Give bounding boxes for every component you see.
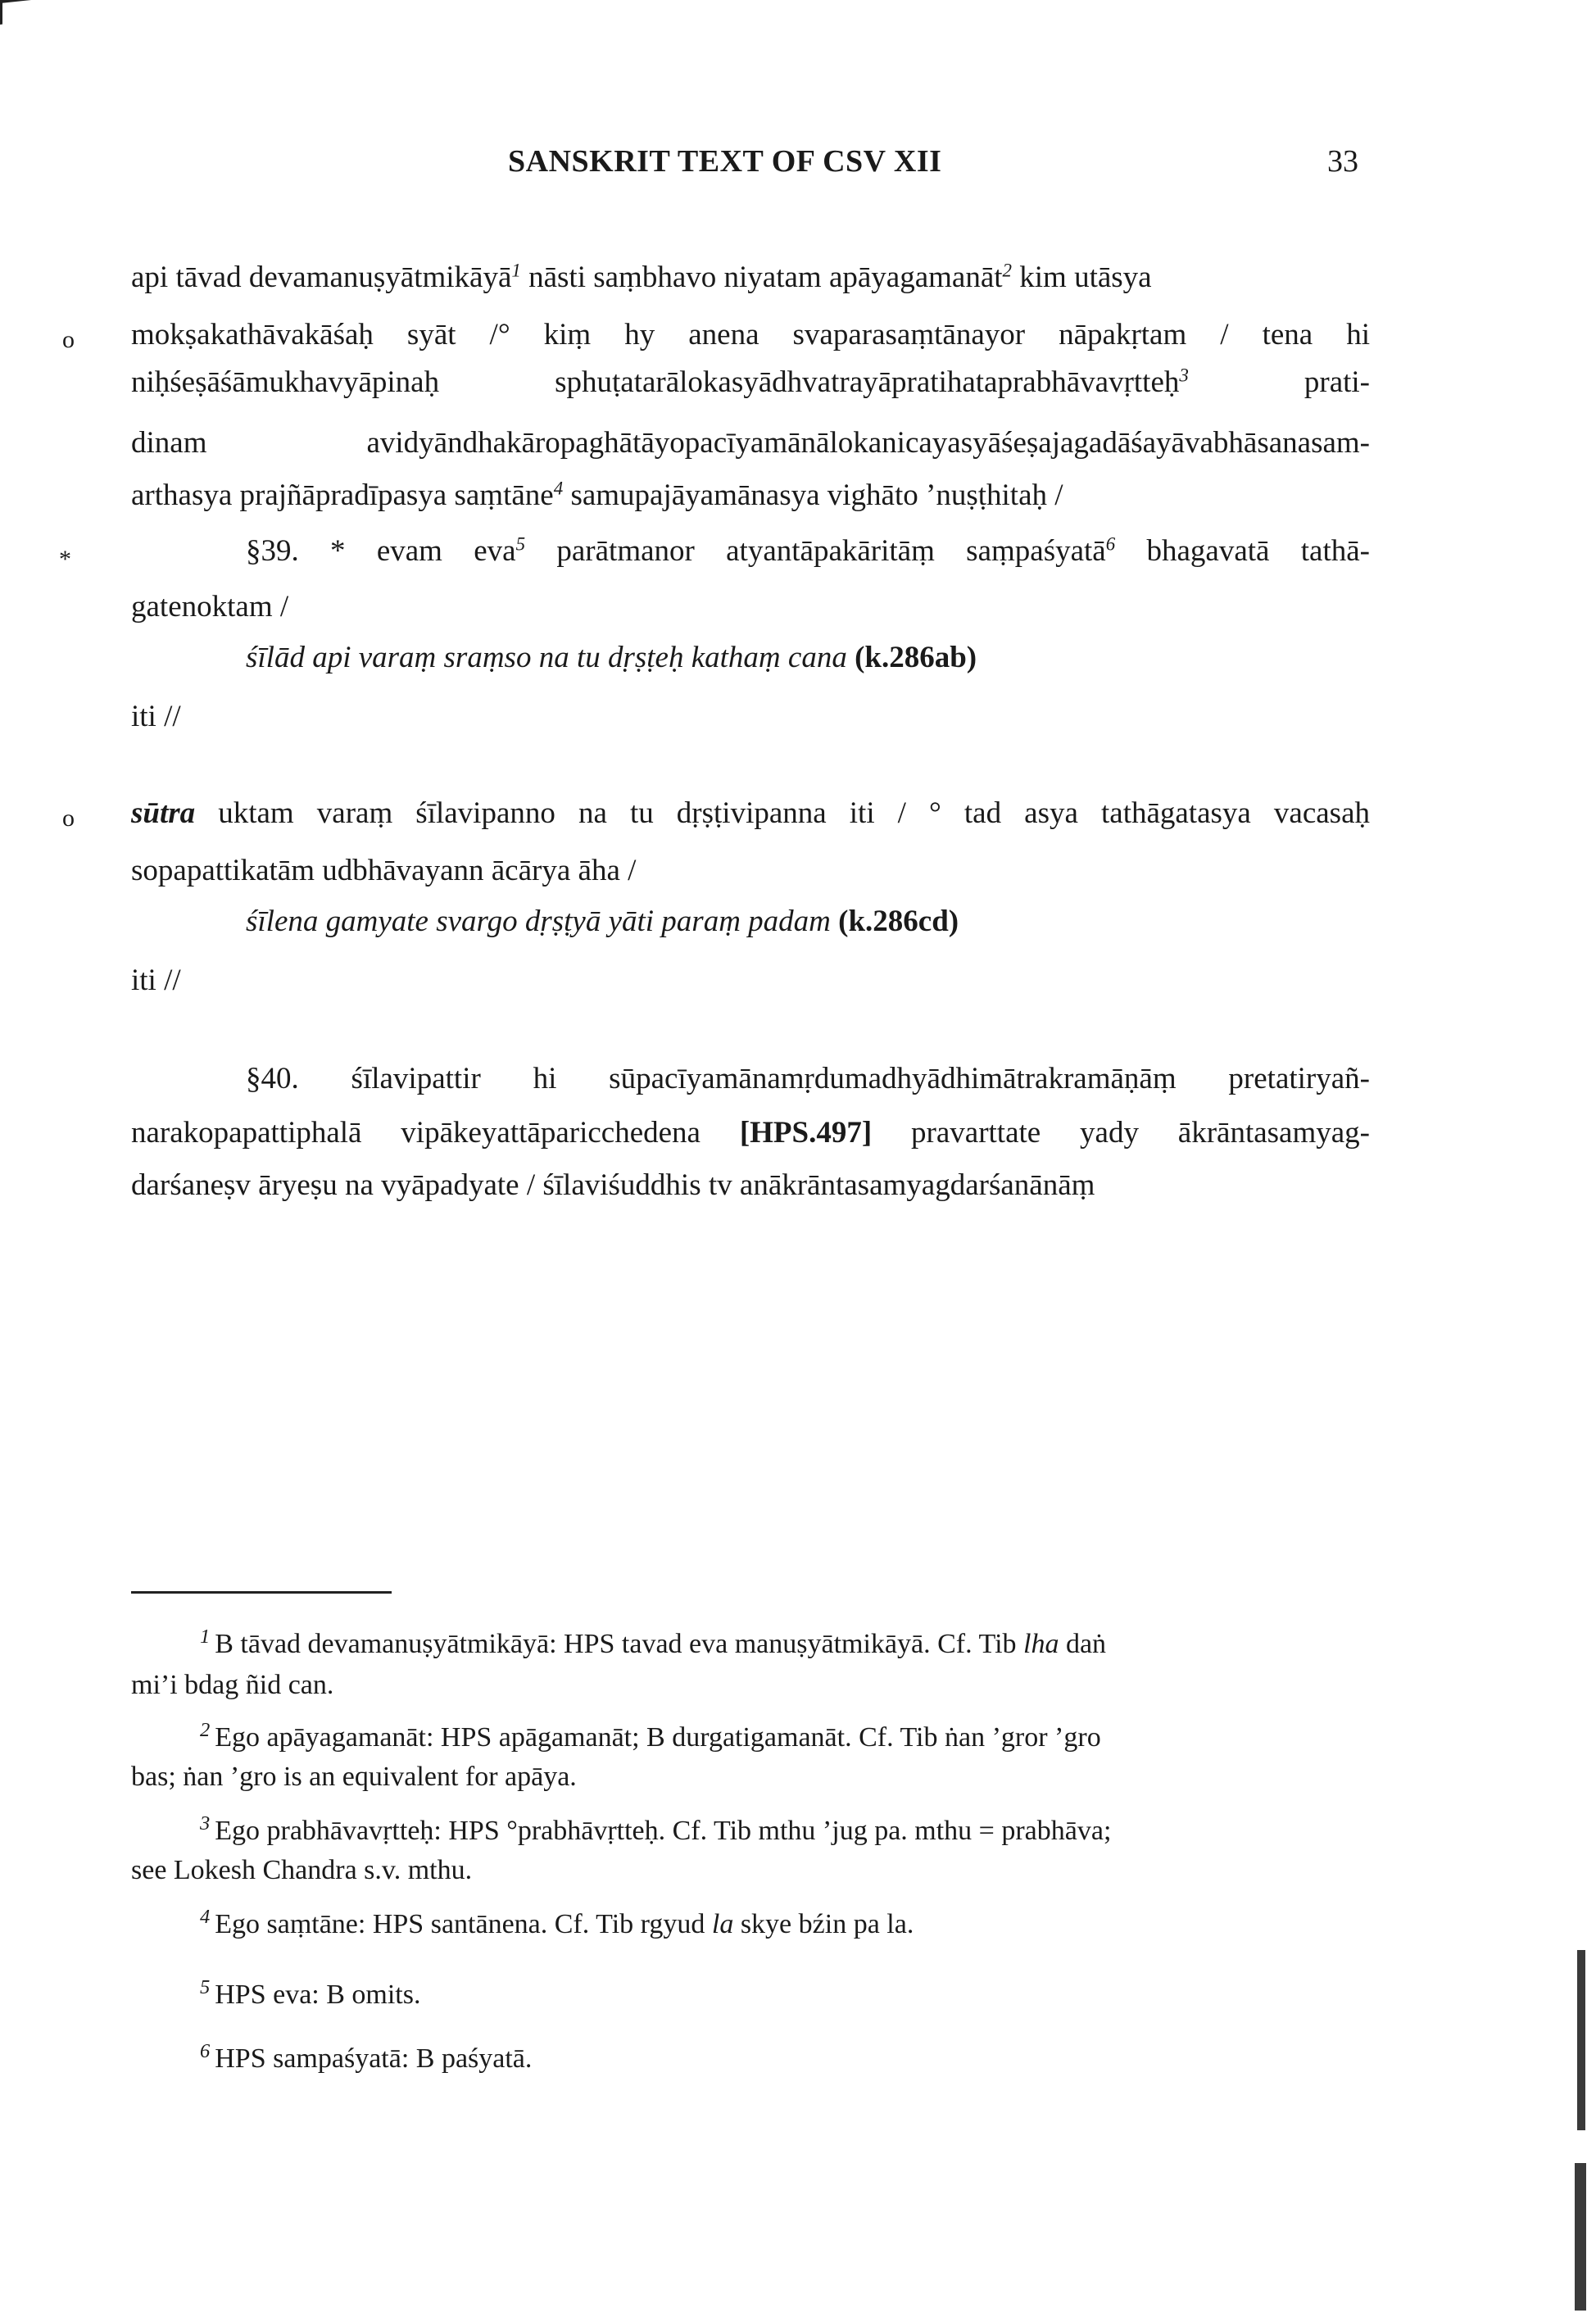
footnote-number: 3 (200, 1812, 211, 1834)
iti-line: iti // (131, 700, 181, 733)
body-line (131, 1118, 1370, 1148)
footnote-ref: 2 (1002, 260, 1013, 281)
text-run: samupajāyamānasya vighāto ’nuṣṭhitaḥ / (563, 478, 1063, 512)
text-run: api tāvad devamanuṣyātmikāyā (131, 261, 512, 294)
body-line (131, 262, 1152, 293)
text-run: HPS sampaśyatā: B paśyatā. (215, 2043, 533, 2074)
text-run: sūtra (131, 796, 196, 830)
verse-reference: (k.286cd) (838, 905, 959, 938)
text-run: skye bźin pa la. (733, 1909, 914, 1939)
section-40-line: §40. śīlavipattir hi sūpacīyamānamṛdumadhyādhimātrakramāṇāṃ pretatiryañ- (246, 1062, 1370, 1095)
text-run: bhagavatā tathā- (1115, 534, 1370, 568)
footnote-ref: 6 (1105, 533, 1116, 555)
footnote-number: 4 (200, 1905, 211, 1928)
body-line: darśaneṣv āryeṣu na vyāpadyate / śīlaviśuddhis tv anākrāntasamyagdarśanānāṃ (131, 1168, 1095, 1202)
body-line: sopapattikatām udbhāvayann ācārya āha / (131, 854, 637, 887)
scan-edge-strip (1577, 1950, 1585, 2130)
verse-text: śīlād api varaṃ sraṃso na tu dṛṣṭeḥ kathaṃ cana (246, 641, 847, 674)
footnote-3 (200, 1812, 1112, 1846)
verse-text: śīlena gamyate svargo dṛṣṭyā yāti paraṃ padam (246, 905, 831, 938)
text-run: nāsti saṃbhavo niyatam apāyagamanāt (520, 261, 1003, 294)
text-run: arthasya prajñāpradīpasya saṃtāne (131, 478, 554, 512)
footnote-rule (131, 1591, 392, 1594)
text-run: parātmanor atyantāpakāritāṃ saṃpaśyatā (525, 534, 1106, 568)
text-run: Ego saṃtāne: HPS santānena. Cf. Tib rgyud (215, 1909, 712, 1939)
margin-circle-mark: o (62, 805, 75, 832)
footnote-number: 1 (200, 1625, 211, 1648)
section-39-line (246, 533, 1370, 568)
footnote-1-cont: mi’i bdag ñid can. (131, 1670, 334, 1700)
footnote-5 (200, 1975, 421, 2010)
margin-asterisk-mark: * (59, 546, 71, 573)
running-header-title: SANSKRIT TEXT OF CSV XII (508, 144, 942, 179)
text-run: lha (1023, 1629, 1059, 1659)
text-run: pravarttate yady ākrāntasamyag- (872, 1116, 1371, 1150)
scan-edge-strip-lower (1575, 2163, 1586, 2311)
verse-reference: (k.286ab) (855, 641, 977, 674)
text-run: Ego apāyagamanāt: HPS apāgamanāt; B durgatigamanāt. Cf. Tib ṅan ’gror ’gro (215, 1722, 1101, 1753)
footnote-2-cont: bas; ṅan ’gro is an equivalent for apāya. (131, 1762, 577, 1792)
verse-line (246, 906, 959, 937)
footnote-number: 6 (200, 2039, 211, 2062)
body-line: dinam avidyāndhakāropaghātāyopacīyamānālokanicayasyāśeṣajagadāśayāvabhāsanasam- (131, 426, 1370, 460)
text-run: kim utāsya (1012, 261, 1152, 294)
text-run: daṅ (1059, 1629, 1107, 1659)
body-line: gatenoktam / (131, 590, 289, 624)
text-run: uktam varaṃ śīlavipanno na tu dṛṣṭivipanna iti / ° tad asya tathāgatasya vacasaḥ (195, 796, 1370, 830)
body-line (131, 367, 1370, 397)
text-run: Ego prabhāvavṛtteḥ: HPS °prabhāvṛtteḥ. Cf. Tib mthu ’jug pa. mthu = prabhāva; (215, 1816, 1112, 1846)
footnote-ref: 1 (511, 260, 521, 281)
footnote-2 (200, 1718, 1101, 1753)
body-line (131, 480, 1063, 510)
scan-corner-mark (0, 0, 52, 25)
body-line (131, 798, 1370, 828)
text-run: prati- (1188, 365, 1371, 399)
iti-line: iti // (131, 964, 181, 997)
footnote-number: 2 (200, 1718, 211, 1741)
footnote-3-cont: see Lokesh Chandra s.v. mthu. (131, 1855, 473, 1885)
footnote-ref: 5 (515, 533, 526, 555)
text-run: HPS eva: B omits. (215, 1980, 421, 2010)
text-run: narakopapattiphalā vipākeyattāparicchedena (131, 1116, 740, 1150)
text-run: niḥśeṣāśāmukhavyāpinaḥ sphuṭatarālokasyādhvatrayāpratihataprabhāvavṛtteḥ (131, 365, 1180, 399)
footnote-ref: 4 (553, 478, 564, 499)
footnote-4 (200, 1905, 914, 1939)
footnote-1 (200, 1625, 1107, 1659)
verse-line (246, 642, 977, 673)
page-number: 33 (1327, 144, 1358, 179)
margin-circle-mark: o (62, 326, 75, 353)
body-line: mokṣakathāvakāśaḥ syāt /° kiṃ hy anena svaparasaṃtānayor nāpakṛtam / tena hi (131, 318, 1370, 351)
text-run: B tāvad devamanuṣyātmikāyā: HPS tavad eva manuṣyātmikāyā. Cf. Tib (215, 1629, 1024, 1659)
footnote-6 (200, 2039, 533, 2074)
text-run: §39. * evam eva (246, 534, 516, 568)
text-run: la (711, 1909, 734, 1939)
footnote-ref: 3 (1179, 365, 1189, 386)
footnote-number: 5 (200, 1975, 211, 1998)
edition-reference: [HPS.497] (739, 1116, 873, 1150)
